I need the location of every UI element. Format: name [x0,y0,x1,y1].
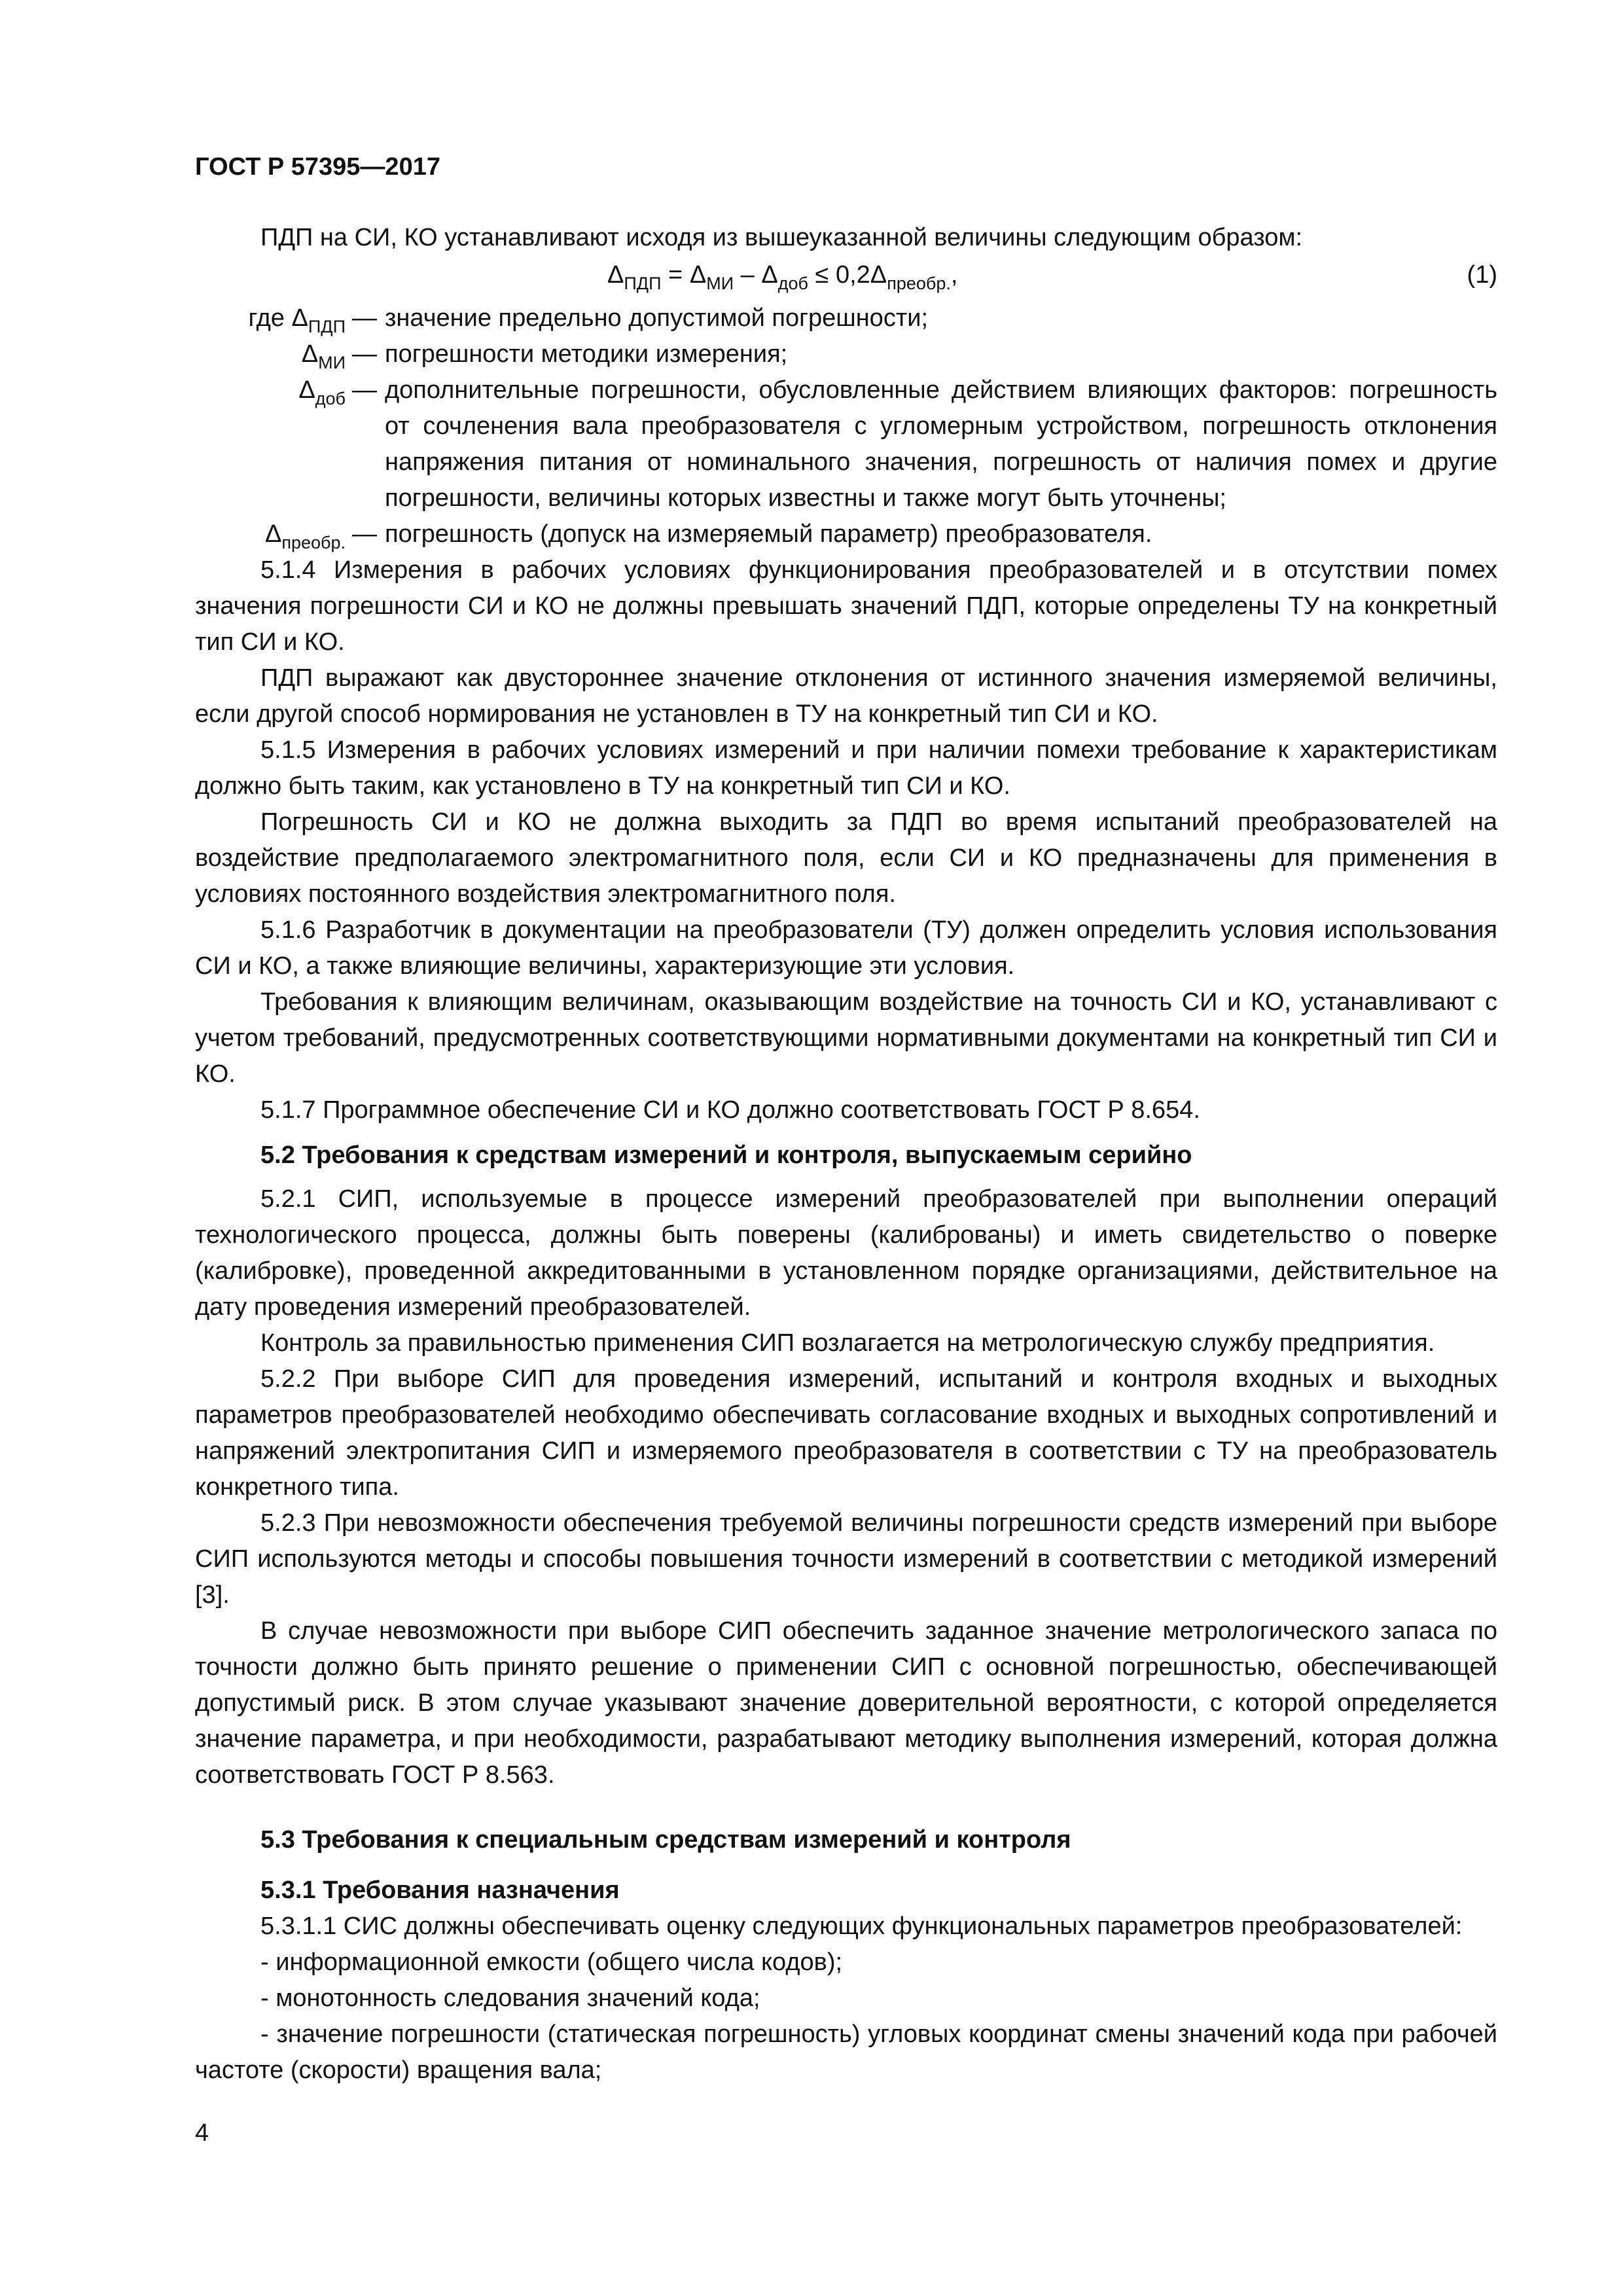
definition-term: где $\Delta_{ПДП}$ [248,304,346,336]
paragraph: ПДП выражают как двустороннее значение отклонения от истинного значения измеряемой величины, если другой способ нормирования не установлен в ТУ на конкретный тип СИ и КО. [195,664,1497,728]
definition-item: $\Delta_{преобр.}$ — погрешность (допуск на измеряемый параметр) преобразователя. [195,516,1497,552]
definition-text: дополнительные погрешности, обусловленные действием влияющих факторов: погрешность от сочленения вала преобразователя с угломерным устройством, погрешность отклонения напряжения питания от номинального значения, погрешность от наличия помех и другие погрешности, величины которых известны и также могут быть уточнены; [385,376,1497,512]
section-heading-5-3-1: 5.3.1 Требования назначения [260,1876,620,1904]
section-heading-5-3: 5.3 Требования к специальным средствам измерений и контроля [260,1826,1071,1854]
intro-paragraph: ПДП на СИ, КО устанавливают исходя из вышеуказанной величины следующим образом: [260,224,1303,251]
definition-item: $\Delta_{доб}$ — дополнительные погрешности, обусловленные действием влияющих факторов: погрешность от сочленения вала преобразователя с угломерным устройством, погрешность отклонения напряжения питания от номинального значения, погрешность от наличия помех и другие погрешности, величины которых известны и также могут быть уточнены; [195,372,1497,516]
paragraph: 5.1.5 Измерения в рабочих условиях измерений и при наличии помехи требование к характеристикам должно быть таким, как установлено в ТУ на конкретный тип СИ и КО. [195,736,1497,800]
paragraph: 5.1.7 Программное обеспечение СИ и КО должно соответствовать ГОСТ Р 8.654. [260,1096,1200,1124]
definition-text: погрешность (допуск на измеряемый параметр) преобразователя. [385,520,1152,548]
definition-term: $\Delta_{МИ}$ [301,340,346,372]
paragraph: 5.3.1.1 СИС должны обеспечивать оценку следующих функциональных параметров преобразователей: [260,1912,1463,1940]
section-heading-5-2: 5.2 Требования к средствам измерений и контроля, выпускаемым серийно [260,1141,1192,1169]
paragraph: В случае невозможности при выборе СИП обеспечить заданное значение метрологического запаса по точности должно быть принято решение о применении СИП с основной погрешностью, обеспечивающей допустимый риск. В этом случае указывают значение доверительной вероятности, с которой определяется значение параметра, и при необходимости, разрабатывают методику выполнения измерений, которая должна соответствовать ГОСТ Р 8.563. [195,1617,1497,1789]
paragraph: 5.2.1 СИП, используемые в процессе измерений преобразователей при выполнении операций технологического процесса, должны быть поверены (калиброваны) и иметь свидетельство о поверке (калибровке), проведенной аккредитованными в установленном порядке организациями, действительное на дату проведения измерений преобразователей. [195,1185,1497,1321]
document-body [195,220,1497,2089]
document-header: ГОСТ Р 57395—2017 [195,153,440,181]
paragraph: 5.1.4 Измерения в рабочих условиях функционирования преобразователей и в отсутствии помех значения погрешности СИ и КО не должны превышать значений ПДП, которые определены ТУ на конкретный тип СИ и КО. [195,556,1497,656]
paragraph: Контроль за правильностью применения СИП возлагается на метрологическую службу предприятия. [260,1329,1435,1357]
definitions-list [195,300,1497,552]
list-item: - монотонность следования значений кода; [260,1984,760,2012]
paragraph: 5.1.6 Разработчик в документации на преобразователи (ТУ) должен определить условия использования СИ и КО, а также влияющие величины, характеризующие эти условия. [195,916,1497,980]
definition-item: где $\Delta_{ПДП}$ — значение предельно допустимой погрешности; [195,300,1497,336]
paragraph: 5.2.2 При выборе СИП для проведения измерений, испытаний и контроля входных и выходных параметров преобразователей необходимо обеспечивать согласование входных и выходных сопротивлений и напряжений электропитания СИП и измеряемого преобразователя в соответствии с ТУ на преобразователь конкретного типа. [195,1365,1497,1501]
paragraph: 5.2.3 При невозможности обеспечения требуемой величины погрешности средств измерений при выборе СИП используются методы и способы повышения точности измерений в соответствии с методикой измерений [3]. [195,1509,1497,1609]
formula-number: (1) [1467,261,1497,289]
definition-text: погрешности методики измерения; [385,340,788,368]
definition-term: $\Delta_{преобр.}$ [264,520,346,552]
page-number: 4 [195,2119,209,2147]
definition-item: $\Delta_{МИ}$ — погрешности методики измерения; [195,336,1497,372]
formula-1 [195,257,1497,298]
list-item: - информационной емкости (общего числа кодов); [260,1948,843,1976]
paragraph: Требования к влияющим величинам, оказывающим воздействие на точность СИ и КО, устанавливают с учетом требований, предусмотренных соответствующими нормативными документами на конкретный тип СИ и КО. [195,988,1497,1088]
list-item: - значение погрешности (статическая погрешность) угловых координат смены значений кода при рабочей частоте (скорости) вращения вала; [195,2020,1497,2084]
definition-text: значение предельно допустимой погрешности; [385,304,929,332]
formula-expression: $\Delta_{ПДП} = \Delta_{МИ} - \Delta_{доб} \le 0,2\Delta_{преобр.}$, [607,261,958,293]
definition-term: $\Delta_{доб}$ [298,376,346,408]
paragraph: Погрешность СИ и КО не должна выходить за ПДП во время испытаний преобразователей на воздействие предполагаемого электромагнитного поля, если СИ и КО предназначены для применения в условиях постоянного воздействия электромагнитного поля. [195,808,1497,908]
